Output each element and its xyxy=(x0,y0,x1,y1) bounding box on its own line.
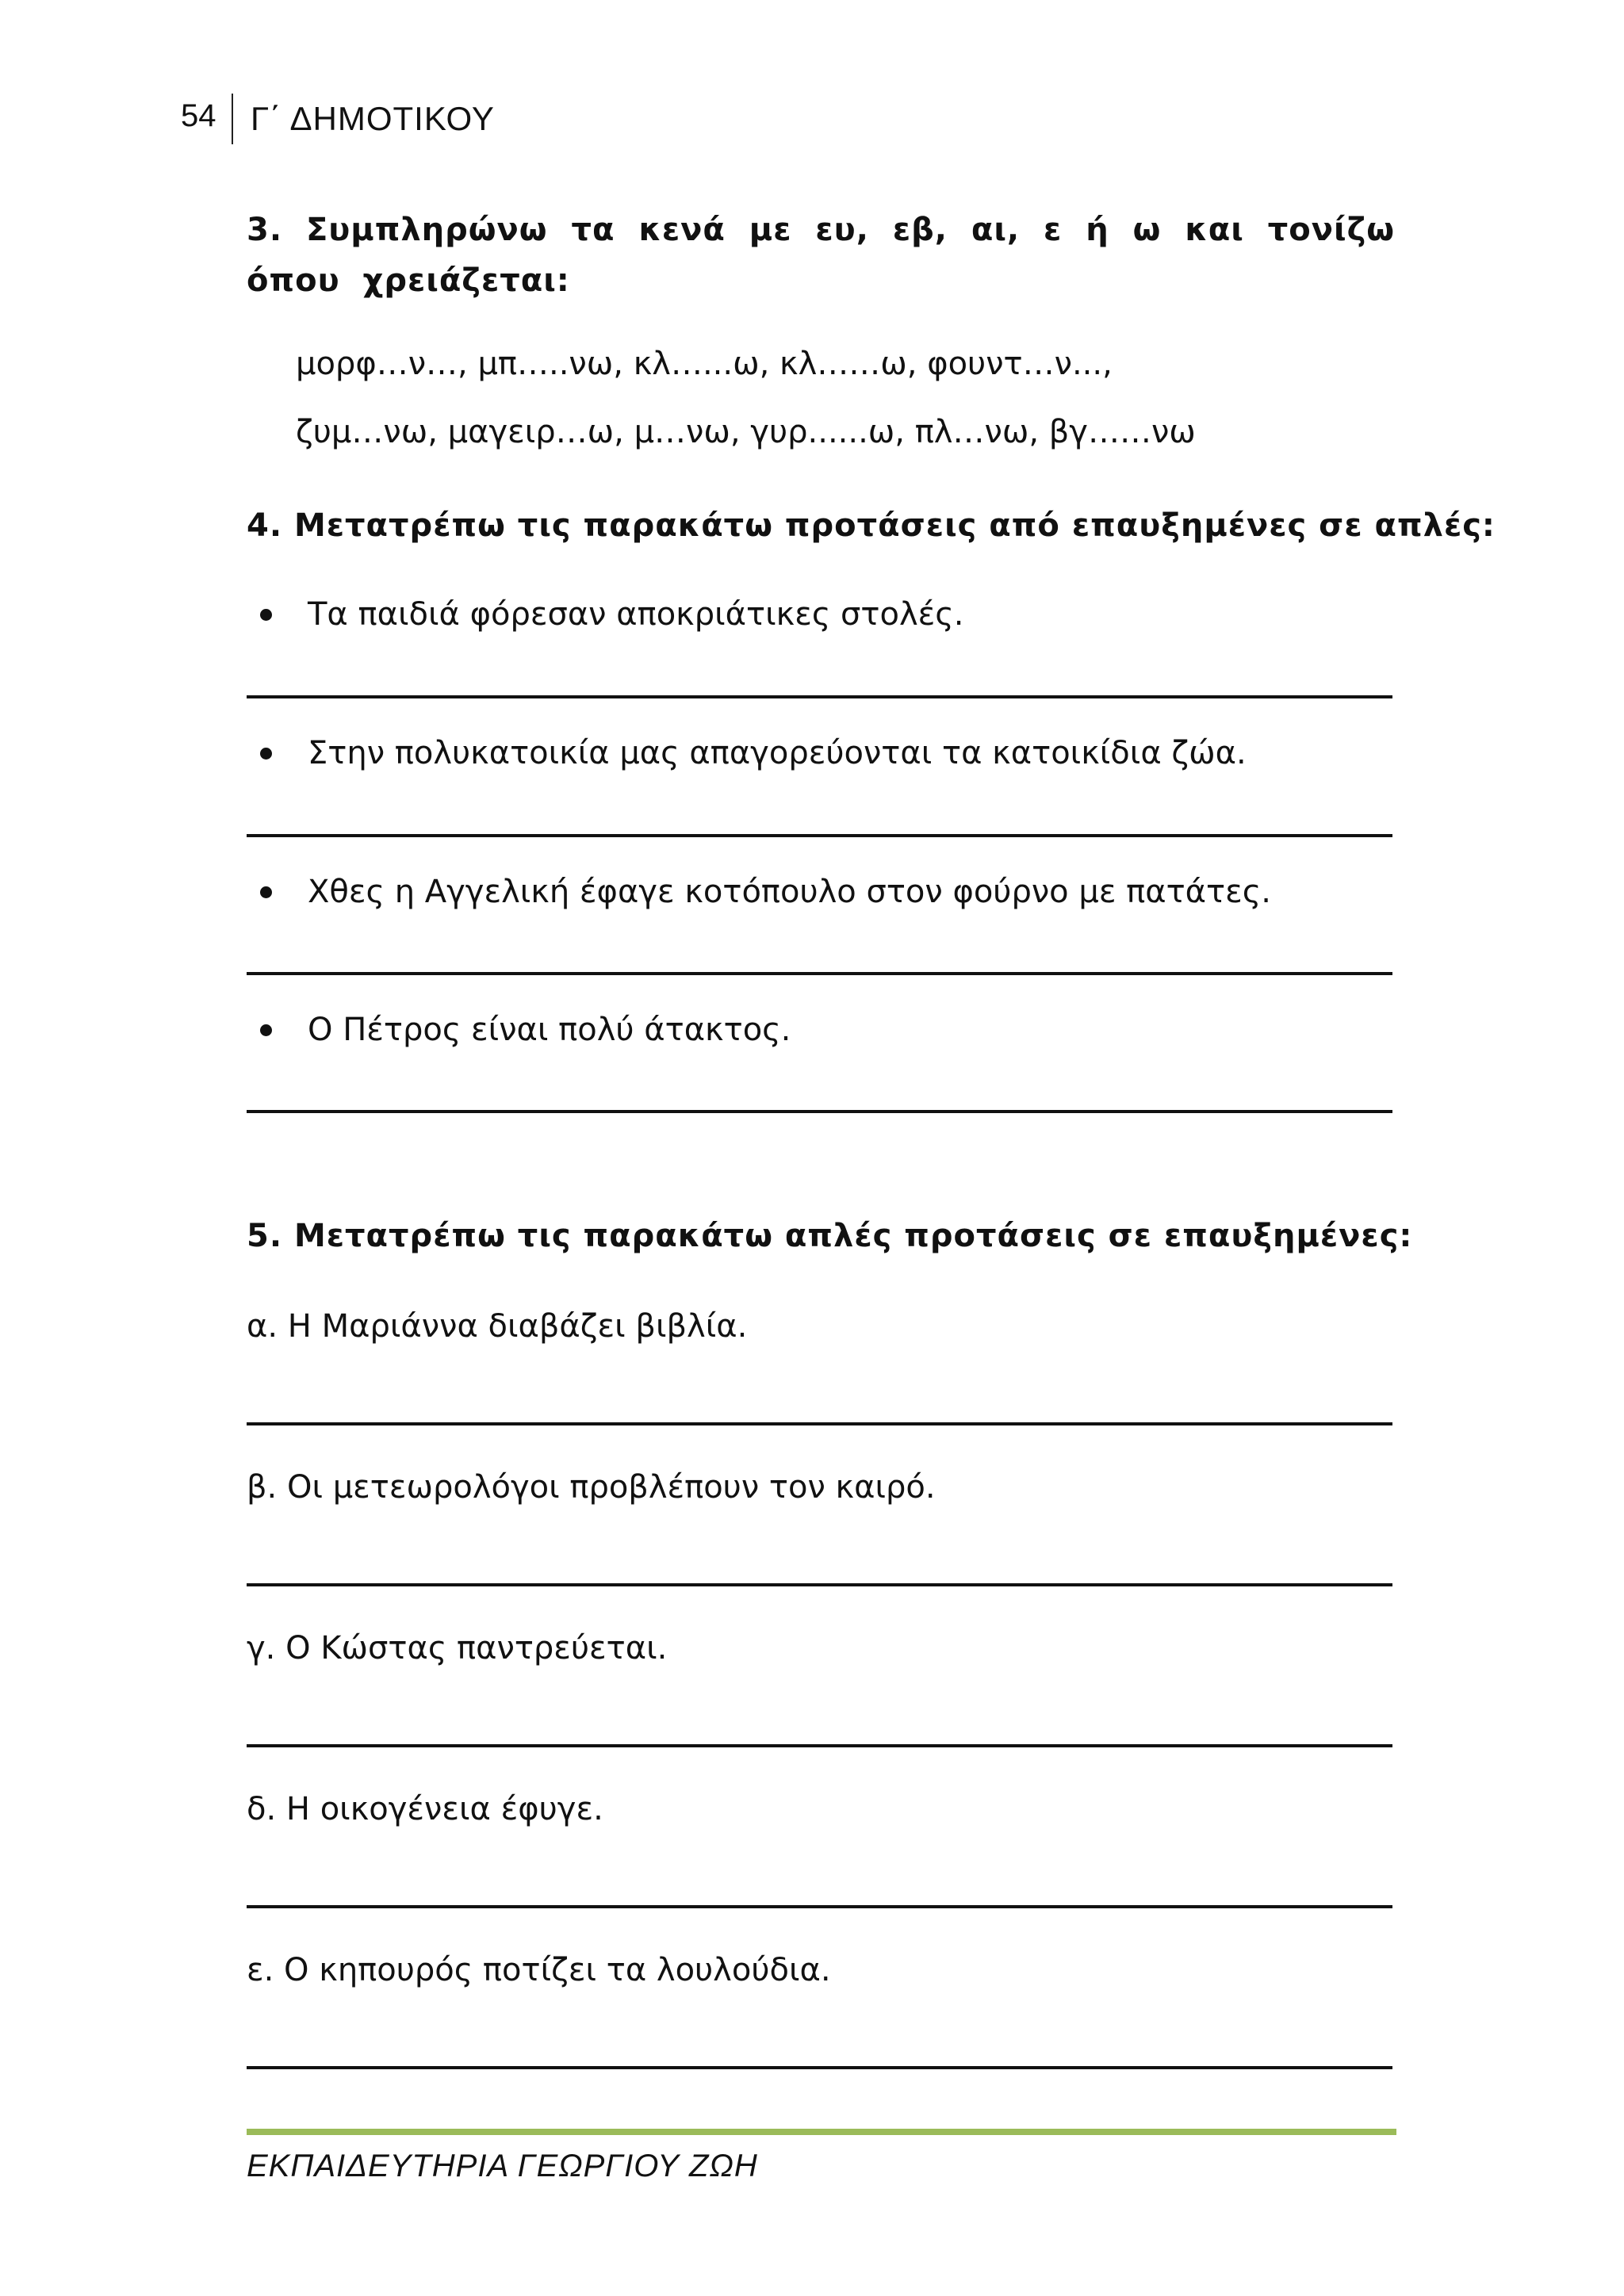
answer-line[interactable] xyxy=(247,1583,1392,1586)
answer-line[interactable] xyxy=(247,1422,1392,1425)
header-divider xyxy=(232,94,233,144)
bullet-dot xyxy=(260,748,272,760)
answer-line[interactable] xyxy=(247,972,1392,975)
bullet-dot xyxy=(260,1024,272,1036)
answer-line[interactable] xyxy=(247,1110,1392,1113)
answer-line[interactable] xyxy=(247,834,1392,837)
exercise-4-title: 4. Μετατρέπω τις παρακάτω προτάσεις από επαυξημένες σε απλές: xyxy=(247,507,1496,544)
exercise-5-item-c: γ. Ο Κώστας παντρεύεται. xyxy=(247,1630,668,1667)
exercise-3-title: 3. Συμπληρώνω τα κενά με ευ, εβ, αι, ε ή ω και τονίζω όπου χρειάζεται: xyxy=(247,212,1395,299)
exercise-4-item-1: Τα παιδιά φόρεσαν αποκριάτικες στολές. xyxy=(308,596,964,633)
exercise-4-item-4: Ο Πέτρος είναι πολύ άτακτος. xyxy=(308,1012,791,1048)
page-number: 54 xyxy=(181,98,216,133)
exercise-5-item-b: β. Οι μετεωρολόγοι προβλέπουν τον καιρό. xyxy=(247,1469,936,1506)
exercise-5-title: 5. Μετατρέπω τις παρακάτω απλές προτάσεις σε επαυξημένες: xyxy=(247,1218,1413,1254)
footer-school-name: ΕΚΠΑΙΔΕΥΤΗΡΙΑ ΓΕΩΡΓΙΟΥ ΖΩΗ xyxy=(247,2149,758,2183)
answer-line[interactable] xyxy=(247,1744,1392,1747)
exercise-5-item-e: ε. Ο κηπουρός ποτίζει τα λουλούδια. xyxy=(247,1952,831,1988)
exercise-4-item-3: Χθες η Αγγελική έφαγε κοτόπουλο στον φούρνο με πατάτες. xyxy=(308,874,1271,910)
bullet-dot xyxy=(260,886,272,898)
exercise-3-line-2: ζυμ…νω, μαγειρ…ω, μ…νω, γυρ......ω, πλ…νω, βγ……νω xyxy=(296,414,1196,450)
exercise-3-line-1: μορφ…ν…, μπ…..νω, κλ…...ω, κλ……ω, φουντ…ν..., xyxy=(296,346,1113,382)
answer-line[interactable] xyxy=(247,695,1392,698)
answer-line[interactable] xyxy=(247,1905,1392,1908)
footer-accent-bar xyxy=(247,2129,1396,2135)
exercise-5-item-a: α. Η Μαριάννα διαβάζει βιβλία. xyxy=(247,1308,748,1345)
header-title: Γ΄ ΔΗΜΟΤΙΚΟΥ xyxy=(251,100,495,137)
bullet-dot xyxy=(260,609,272,621)
answer-line[interactable] xyxy=(247,2066,1392,2069)
exercise-4-item-2: Στην πολυκατοικία μας απαγορεύονται τα κατοικίδια ζώα. xyxy=(308,735,1247,771)
exercise-5-item-d: δ. Η οικογένεια έφυγε. xyxy=(247,1791,603,1827)
